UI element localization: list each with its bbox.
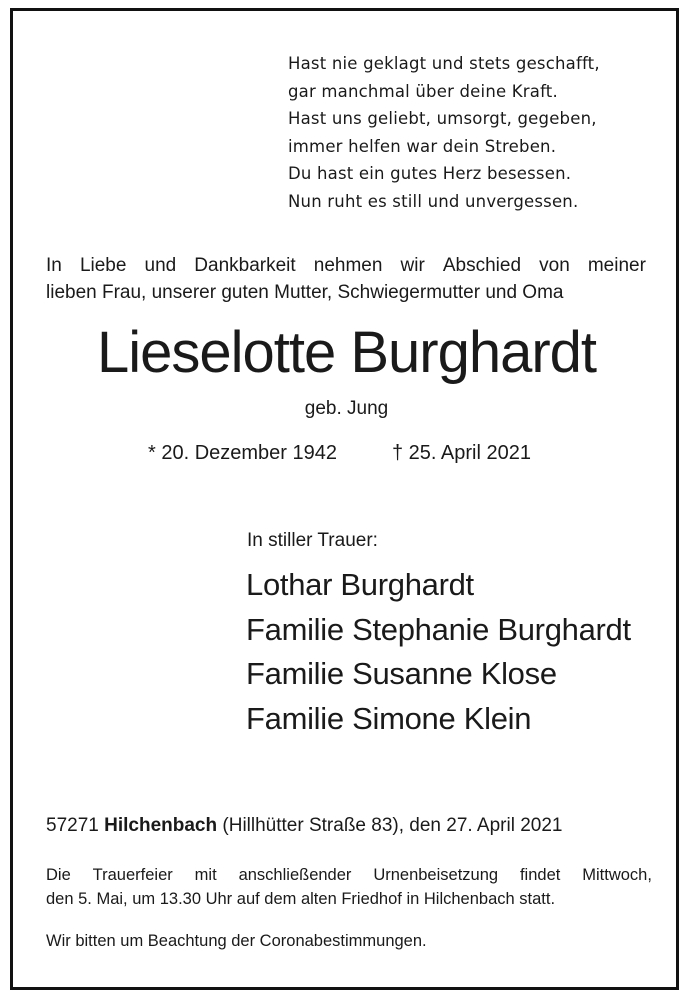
intro-line-1 xyxy=(46,252,646,279)
mourners-list xyxy=(246,563,631,741)
intro-line-2: lieben Frau, unserer guten Mutter, Schwiegermutter und Oma xyxy=(46,282,564,303)
poem xyxy=(288,50,600,215)
poem-line: gar manchmal über deine Kraft. xyxy=(288,81,558,101)
ceremony-line-2: den 5. Mai, um 13.30 Uhr auf dem alten Friedhof in Hilchenbach statt. xyxy=(46,890,556,908)
ceremony-line-1 xyxy=(46,863,652,887)
birth-date: * 20. Dezember 1942 xyxy=(148,442,338,464)
ceremony-word: findet xyxy=(519,866,561,884)
maiden-name: geb. Jung xyxy=(304,398,389,419)
intro-text xyxy=(46,252,646,306)
ceremony-info xyxy=(46,863,652,911)
mourner-name: Familie Stephanie Burghardt xyxy=(246,611,631,647)
poem-line: Hast uns geliebt, umsorgt, gegeben, xyxy=(288,109,597,128)
intro-word: Dankbarkeit xyxy=(194,255,296,276)
street-and-date: (Hillhütter Straße 83), den 27. April 2021 xyxy=(222,815,563,836)
ceremony-word: Mittwoch, xyxy=(582,866,652,884)
mourner-name: Familie Simone Klein xyxy=(246,700,532,736)
ceremony-word: Urnenbeisetzung xyxy=(373,866,499,884)
poem-line: Nun ruht es still und unvergessen. xyxy=(288,191,579,211)
intro-word: wir xyxy=(400,255,425,276)
covid-notice: Wir bitten um Beachtung der Coronabestimmungen. xyxy=(46,932,427,950)
intro-word: Abschied xyxy=(442,255,522,276)
ceremony-word: mit xyxy=(194,866,217,884)
intro-word: und xyxy=(144,255,177,276)
deceased-name: Lieselotte Burghardt xyxy=(96,320,597,385)
mourner-name: Lothar Burghardt xyxy=(246,567,474,602)
death-date: † 25. April 2021 xyxy=(392,442,531,464)
intro-word: nehmen xyxy=(313,255,383,276)
postcode: 57271 xyxy=(46,815,99,836)
ceremony-word: Trauerfeier xyxy=(92,866,173,884)
place-and-date xyxy=(46,812,562,840)
poem-line: Du hast ein gutes Herz besessen. xyxy=(288,164,572,183)
mourner-name: Familie Susanne Klose xyxy=(246,656,557,691)
ceremony-word: Die xyxy=(46,866,71,884)
intro-word: von xyxy=(539,255,570,276)
intro-word: Liebe xyxy=(79,255,127,276)
poem-line: immer helfen war dein Streben. xyxy=(288,136,557,156)
intro-word: meiner xyxy=(587,255,646,276)
ceremony-word: anschließender xyxy=(238,866,352,884)
town: Hilchenbach xyxy=(104,815,218,836)
intro-word: In xyxy=(46,255,62,276)
mourning-label: In stiller Trauer: xyxy=(247,530,378,551)
poem-line: Hast nie geklagt und stets geschafft, xyxy=(288,54,600,73)
